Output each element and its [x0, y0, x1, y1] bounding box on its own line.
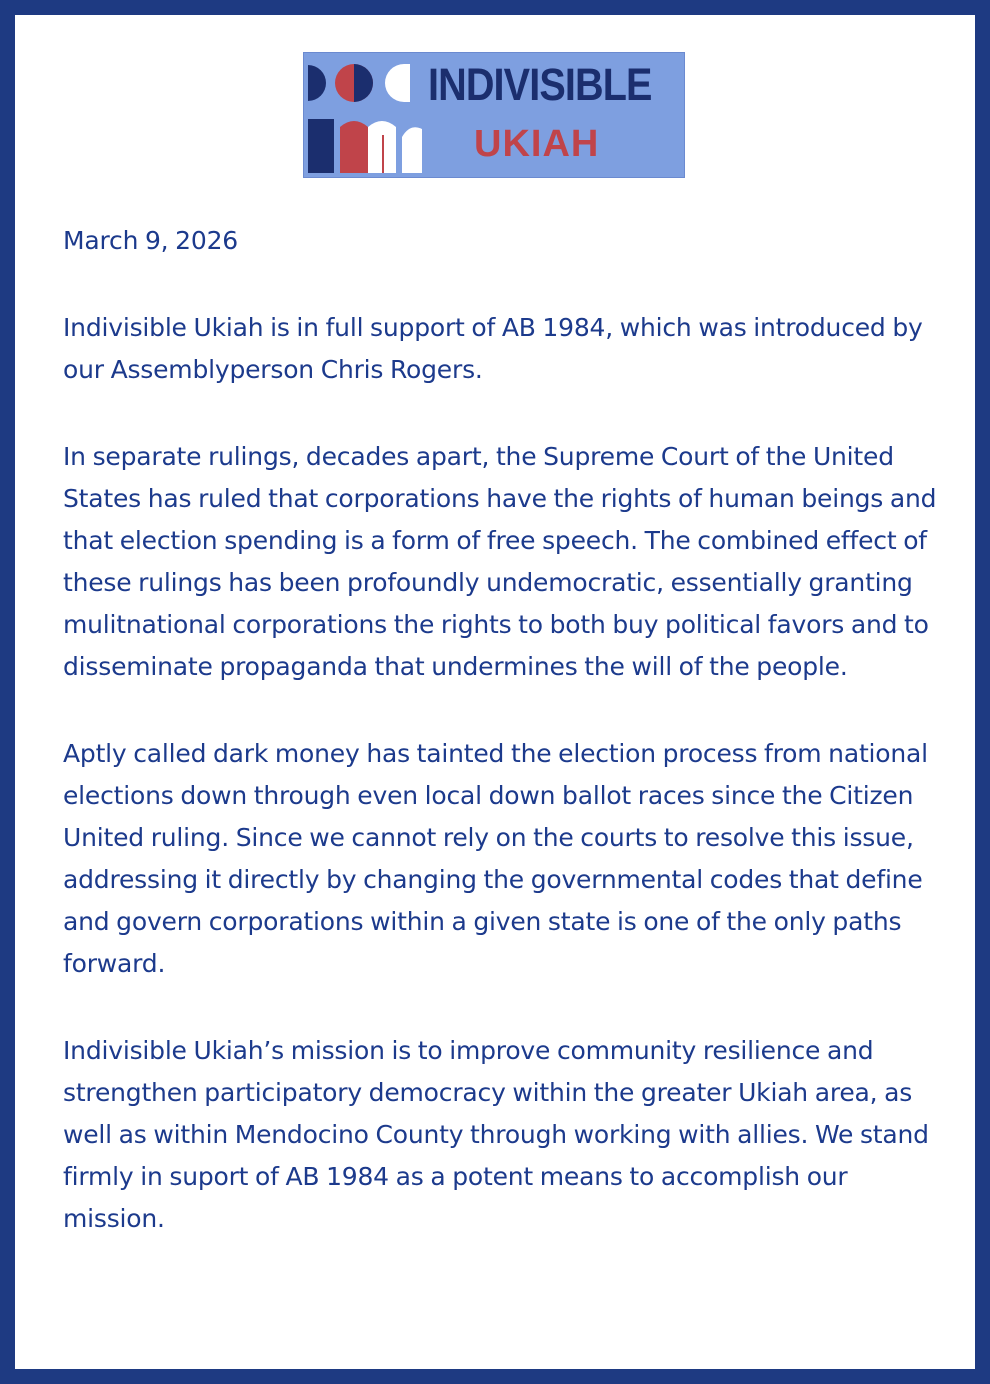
paragraph-support: Indivisible Ukiah is in full support of AB 1984, which was introduced by our Assemblyperson Chris Rogers. — [63, 313, 923, 384]
logo-line1: INDIVISIBLE — [428, 59, 652, 110]
letter-page — [15, 15, 975, 1369]
indivisible-ukiah-logo — [303, 52, 685, 178]
paragraph-rulings: In separate rulings, decades apart, the Supreme Court of the United States has ruled that corporations have the rights of human beings and that election spending is a form of free speech. The combined effect of these rulings has been profoundly undemocratic, essentially granting mulitnational corporations the rights to both buy political favors and to disseminate propaganda that undermines the will of the people. — [63, 442, 937, 681]
letter-date: March 9, 2026 — [63, 226, 238, 255]
paragraph-mission: Indivisible Ukiah’s mission is to improve community resilience and strengthen participatory democracy within the greater Ukiah area, as well as within Mendocino County through working with allies. We stand firmly in suport of AB 1984 as a potent means to accomplish our mission. — [63, 1036, 929, 1233]
letter-body — [63, 220, 943, 1240]
logo-line2: UKIAH — [474, 123, 600, 165]
paragraph-dark-money: Aptly called dark money has tainted the election process from national elections down through even local down ballot races since the Citizen United ruling. Since we cannot rely on the courts to resolve this issue, addressing it directly by changing the governmental codes that define and govern corporations within a given state is one of the only paths forward. — [63, 739, 928, 978]
